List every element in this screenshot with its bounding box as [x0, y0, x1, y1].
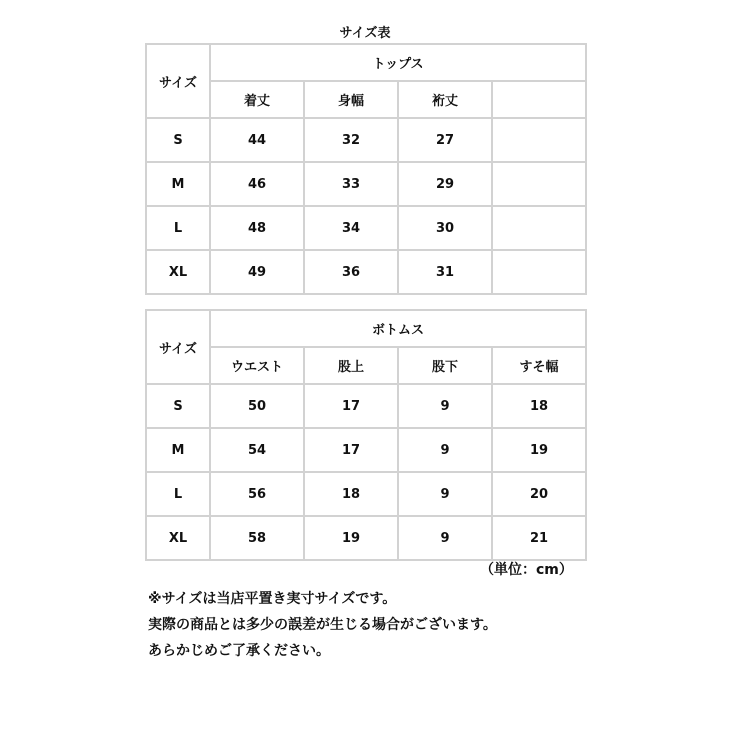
- page-title: サイズ表: [339, 26, 391, 41]
- size-label: XL: [146, 516, 210, 560]
- size-header: サイズ: [146, 310, 210, 384]
- size-label: S: [146, 384, 210, 428]
- column-header-rise: 股上: [304, 347, 398, 384]
- table-cell: [492, 118, 586, 162]
- table-cell: 46: [210, 162, 304, 206]
- table-cell: 21: [492, 516, 586, 560]
- table-cell: 36: [304, 250, 398, 294]
- column-header-sleeve: 裄丈: [398, 81, 492, 118]
- size-label: M: [146, 162, 210, 206]
- size-label: S: [146, 118, 210, 162]
- table-cell: 31: [398, 250, 492, 294]
- table-cell: 17: [304, 428, 398, 472]
- table-cell: [492, 250, 586, 294]
- note-line: 実際の商品とは多少の誤差が生じる場合がございます。: [148, 617, 497, 633]
- table-row: [146, 162, 586, 206]
- table-cell: 9: [398, 384, 492, 428]
- size-header: サイズ: [146, 44, 210, 118]
- bottoms-group-header: ボトムス: [210, 310, 586, 347]
- table-cell: 19: [304, 516, 398, 560]
- table-row: [146, 206, 586, 250]
- table-cell: 54: [210, 428, 304, 472]
- column-header-empty: [492, 81, 586, 118]
- size-label: XL: [146, 250, 210, 294]
- table-row: [146, 384, 586, 428]
- table-row: [146, 118, 586, 162]
- table-cell: 44: [210, 118, 304, 162]
- column-header-width: 身幅: [304, 81, 398, 118]
- column-header-length: 着丈: [210, 81, 304, 118]
- table-cell: 56: [210, 472, 304, 516]
- unit-note: （単位：cm）: [480, 562, 573, 578]
- note-line: あらかじめご了承ください。: [148, 643, 330, 659]
- table-cell: 19: [492, 428, 586, 472]
- tops-size-table: [145, 43, 587, 295]
- table-cell: 29: [398, 162, 492, 206]
- table-cell: 32: [304, 118, 398, 162]
- table-row: [146, 472, 586, 516]
- table-row: [146, 516, 586, 560]
- table-row: [146, 428, 586, 472]
- column-header-inseam: 股下: [398, 347, 492, 384]
- size-label: M: [146, 428, 210, 472]
- table-cell: [492, 206, 586, 250]
- table-cell: [492, 162, 586, 206]
- table-cell: 9: [398, 472, 492, 516]
- table-cell: 18: [304, 472, 398, 516]
- table-cell: 30: [398, 206, 492, 250]
- table-cell: 20: [492, 472, 586, 516]
- table-cell: 50: [210, 384, 304, 428]
- notes: [148, 586, 497, 664]
- size-label: L: [146, 472, 210, 516]
- table-cell: 18: [492, 384, 586, 428]
- tops-group-header: トップス: [210, 44, 586, 81]
- table-cell: 9: [398, 428, 492, 472]
- bottoms-size-table: [145, 309, 587, 561]
- table-cell: 9: [398, 516, 492, 560]
- note-line: ※サイズは当店平置き実寸サイズです。: [148, 591, 397, 607]
- column-header-hem: すそ幅: [492, 347, 586, 384]
- table-cell: 58: [210, 516, 304, 560]
- column-header-waist: ウエスト: [210, 347, 304, 384]
- table-cell: 49: [210, 250, 304, 294]
- table-cell: 27: [398, 118, 492, 162]
- table-cell: 33: [304, 162, 398, 206]
- table-cell: 34: [304, 206, 398, 250]
- table-cell: 17: [304, 384, 398, 428]
- table-row: [146, 250, 586, 294]
- table-cell: 48: [210, 206, 304, 250]
- size-label: L: [146, 206, 210, 250]
